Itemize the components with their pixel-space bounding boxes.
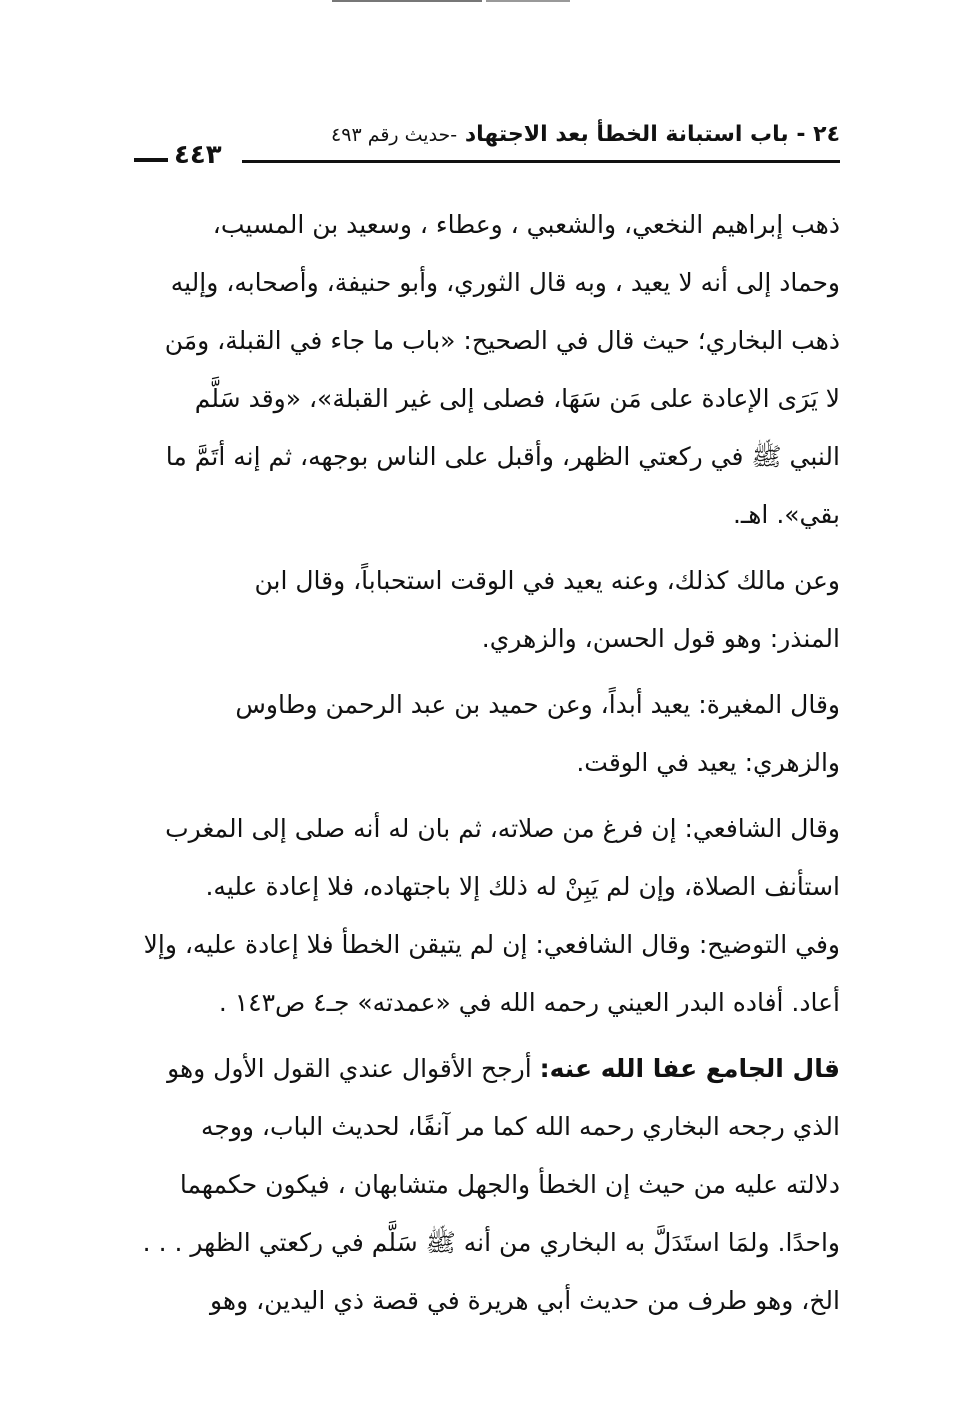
paragraph xyxy=(134,1040,840,1330)
text-line: المنذر: وهو قول الحسن، والزهري. xyxy=(481,624,840,653)
text-line: وقال الشافعي: إن فرغ من صلاته، ثم بان له أنه صلى إلى المغرب xyxy=(165,814,840,843)
page-number-dash xyxy=(134,158,168,162)
text-line: أعاد. أفاده البدر العيني رحمه الله في «عمدته» جـ٤ ص١٤٣ . xyxy=(218,988,840,1017)
page-number: ٤٤٣ xyxy=(174,140,222,170)
text-line: دلالته عليه من حيث إن الخطأ والجهل متشابهان ، فيكون حكمهما xyxy=(179,1170,840,1199)
hadith-reference: -حديث رقم ٤٩٣ xyxy=(331,124,458,146)
text-line: بقي». اهـ. xyxy=(732,500,840,529)
top-edge-rule xyxy=(486,0,570,2)
text-line-rest: أرجح الأقوال عندي القول الأول وهو xyxy=(167,1054,540,1083)
paragraph xyxy=(134,800,840,1032)
text-line: لا يَرَى الإعادة على مَن سَهَا، فصلى إلى غير القبلة»، «وقد سَلَّم xyxy=(194,384,840,413)
chapter-title xyxy=(331,122,840,147)
top-edge-rule xyxy=(332,0,482,2)
text-line: الخ، وهو طرف من حديث أبي هريرة في قصة ذي اليدين، وهو xyxy=(209,1286,840,1315)
paragraph xyxy=(134,196,840,544)
chapter-title-text: ٢٤ - باب استبانة الخطأ بعد الاجتهاد xyxy=(464,122,840,147)
paragraph xyxy=(134,676,840,792)
text-line: وعن مالك كذلك، وعنه يعيد في الوقت استحباباً، وقال ابن xyxy=(254,566,840,595)
text-line: والزهري: يعيد في الوقت. xyxy=(576,748,840,777)
text-line: وقال المغيرة: يعيد أبداً، وعن حميد بن عبد الرحمن وطاوس xyxy=(235,690,840,719)
paragraph xyxy=(134,552,840,668)
text-line: النبي ﷺ في ركعتي الظهر، وأقبل على الناس بوجهه، ثم إنه أتَمَّ ما xyxy=(165,442,840,471)
text-line: استأنف الصلاة، وإن لم يَبِنْ له ذلك إلا باجتهاده، فلا إعادة عليه. xyxy=(205,872,840,901)
running-header xyxy=(134,120,840,176)
text-line: ذهب إبراهيم النخعي، والشعبي ، وعطاء ، وسعيد بن المسيب، xyxy=(212,210,840,239)
compiler-lead: قال الجامع عفا الله عنه: xyxy=(539,1054,840,1083)
header-rule xyxy=(242,160,840,163)
text-line xyxy=(134,1040,840,1098)
text-line: الذي رجحه البخاري رحمه الله كما مر آنفًا، لحديث الباب، ووجه xyxy=(200,1112,840,1141)
page-body xyxy=(134,196,840,1330)
text-line: وفي التوضيح: وقال الشافعي: إن لم يتيقن الخطأ فلا إعادة عليه، وإلا xyxy=(143,930,840,959)
text-line: ذهب البخاري؛ حيث قال في الصحيح: «باب ما جاء في القبلة، ومَن xyxy=(164,326,840,355)
text-line: واحدًا. ولمَا استَدَلَّ به البخاري من أنه ﷺ سَلَّم في ركعتي الظهر . . . xyxy=(142,1228,840,1257)
text-line: وحماد إلى أنه لا يعيد ، وبه قال الثوري، وأبو حنيفة، وأصحابه، وإليه xyxy=(170,268,840,297)
